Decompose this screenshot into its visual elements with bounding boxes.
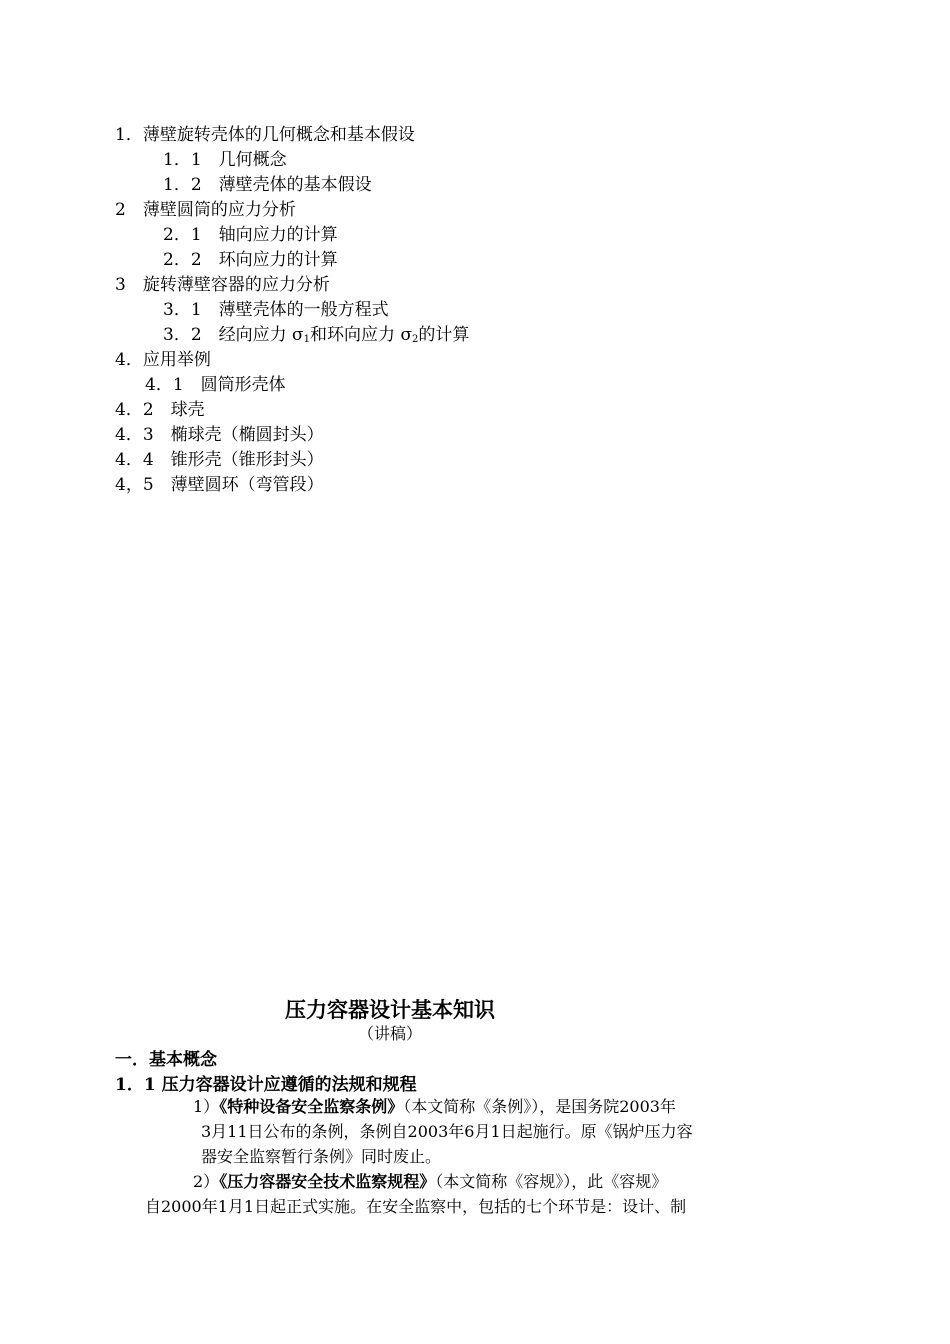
toc-item: 1．薄壁旋转壳体的几何概念和基本假设 [115, 125, 415, 145]
toc-item: 4．1 圆筒形壳体 [145, 375, 286, 395]
toc-item-text: 和环向应力 [310, 325, 396, 345]
paragraph-line: 自2000年1月1日起正式实施。在安全监察中，包括的七个环节是：设计、制 [145, 1197, 687, 1216]
toc-item: 4，5 薄壁圆环（弯管段） [115, 475, 324, 495]
toc-item: 2．2 环向应力的计算 [163, 250, 338, 270]
document-subtitle: （讲稿） [357, 1024, 422, 1043]
toc-item [163, 324, 469, 351]
toc-item: 1．2 薄壁壳体的基本假设 [163, 175, 372, 195]
toc-item: 4．4 锥形壳（锥形封头） [115, 450, 324, 470]
paragraph-line [193, 1096, 676, 1118]
subsection-heading: 1．1 压力容器设计应遵循的法规和规程 [115, 1075, 417, 1095]
paragraph-line: 3月11日公布的条例，条例自2003年6月1日起施行。原《锅炉压力容 [201, 1122, 693, 1141]
toc-item: 4．2 球壳 [115, 400, 205, 420]
toc-item: 2 薄壁圆筒的应力分析 [115, 200, 296, 220]
paragraph-text: （本文简称《条例》），是国务院2003年 [403, 1097, 676, 1116]
toc-item-text: 的计算 [418, 325, 470, 345]
regulation-title: 《特种设备安全监察条例》 [219, 1097, 404, 1116]
toc-item: 4．应用举例 [115, 350, 211, 370]
regulation-title: 《压力容器安全技术监察规程》 [219, 1172, 436, 1191]
toc-item: 3．1 薄壁壳体的一般方程式 [163, 300, 389, 320]
toc-item: 4．3 椭球壳（椭圆封头） [115, 425, 324, 445]
toc-item: 3 旋转薄壁容器的应力分析 [115, 275, 330, 295]
section-heading: 一．基本概念 [115, 1050, 217, 1070]
subscript: 1 [303, 334, 311, 345]
list-number: 2） [193, 1172, 220, 1191]
toc-item: 2．1 轴向应力的计算 [163, 225, 338, 245]
paragraph-text: （本文简称《容规》），此《容规》 [435, 1172, 668, 1191]
document-title: 压力容器设计基本知识 [285, 997, 495, 1022]
sigma-symbol: σ [292, 325, 304, 345]
toc-item: 1．1 几何概念 [163, 150, 287, 170]
subscript: 2 [412, 334, 419, 345]
paragraph-line: 器安全监察暂行条例》同时废止。 [201, 1147, 442, 1166]
toc-item-text: 3．2 经向应力 [163, 325, 287, 345]
paragraph-line [193, 1171, 667, 1193]
list-number: 1） [193, 1097, 220, 1116]
sigma-symbol: σ [400, 325, 413, 345]
